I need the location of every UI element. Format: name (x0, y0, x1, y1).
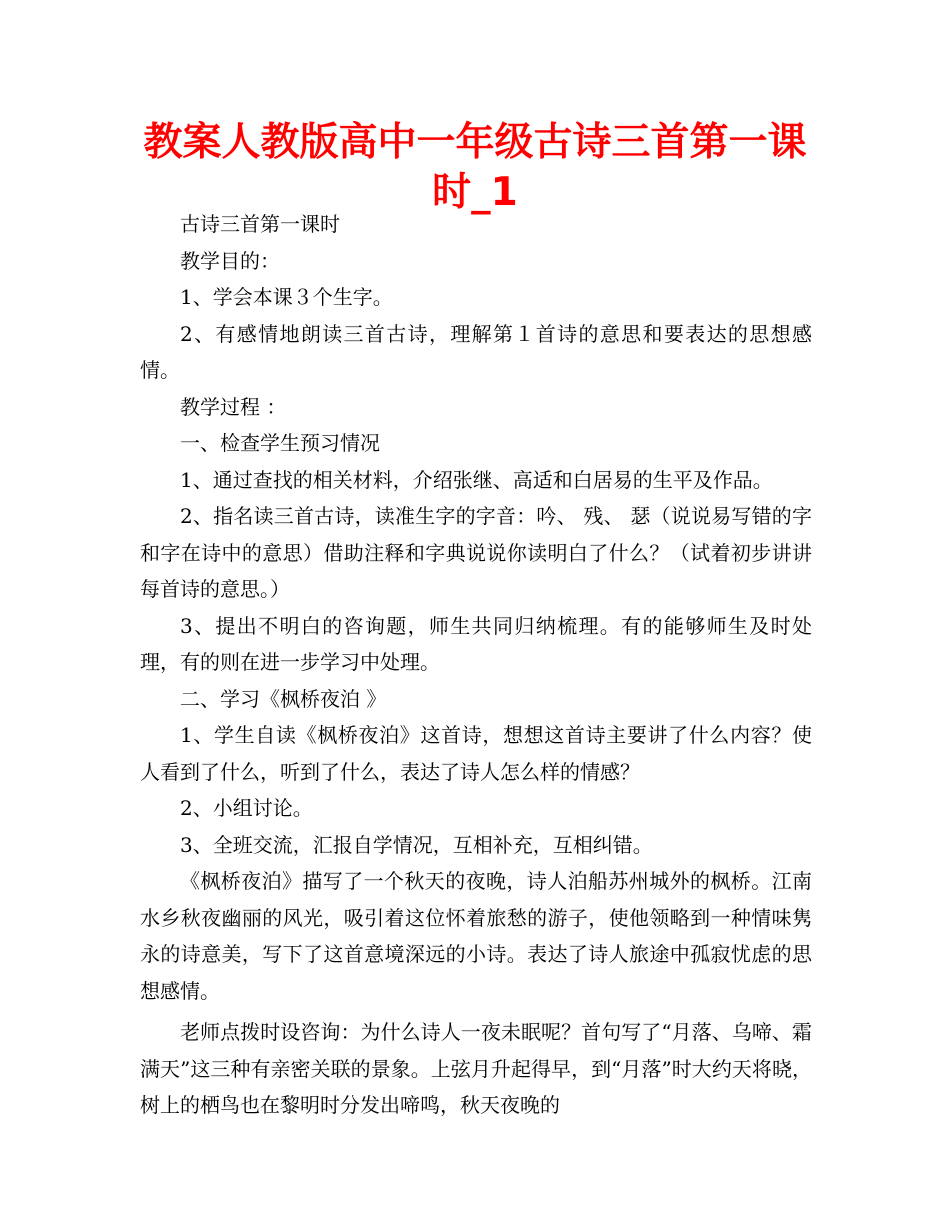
paragraph: 3、提出不明白的咨询题，师生共同归纳梳理。有的能够师生及时处理，有的则在进一步学习中处理。 (140, 613, 812, 674)
paragraph: 3、全班交流，汇报自学情况，互相补充，互相纠错。 (180, 832, 653, 857)
paragraph: 1、学生自读《枫桥夜泊》这首诗，想想这首诗主要讲了什么内容？使人看到了什么，听到了什么，表达了诗人怎么样的情感？ (140, 723, 812, 784)
paragraph: 《枫桥夜泊》描写了一个秋天的夜晚，诗人泊船苏州城外的枫桥。江南水乡秋夜幽丽的风光，吸引着这位怀着旅愁的游子，使他领略到一种情味隽永的诗意美，写下了这首意境深远的小诗。表达了诗人旅途中孤寂忧虑的思想感情。 (140, 869, 812, 1003)
paragraph: 教学目的： (180, 248, 280, 273)
paragraph: 1、通过查找的相关材料，介绍张继、高适和白居易的生平及作品。 (180, 467, 773, 492)
document-body (140, 206, 812, 1124)
paragraph: 二、学习《枫桥夜泊 》 (180, 686, 387, 711)
paragraph: 老师点拨时设咨询：为什么诗人一夜未眠呢？首句写了“月落、乌啼、霜满天”这三种有亲密关联的景象。上弦月升起得早，到“月落”时大约天将晓，树上的栖鸟也在黎明时分发出啼鸣，秋天夜晚的 (140, 1020, 812, 1117)
paragraph: 2、指名读三首古诗，读准生字的字音：吟、 残、 瑟（说说易写错的字和字在诗中的意思）借助注释和字典说说你读明白了什么？（试着初步讲讲每首诗的意思。） (140, 504, 812, 601)
paragraph: 一、检查学生预习情况 (180, 431, 380, 455)
paragraph: 古诗三首第一课时 (180, 212, 340, 236)
paragraph: 2、有感情地朗读三首古诗，理解第１首诗的意思和要表达的思想感情。 (140, 321, 812, 382)
document-title: 教案人教版高中一年级古诗三首第一课时_1 (143, 120, 807, 215)
paragraph: 教学过程 ： (180, 394, 287, 419)
paragraph: 2、小组讨论。 (180, 796, 313, 820)
paragraph: 1、学会本课３个生字。 (180, 285, 393, 309)
